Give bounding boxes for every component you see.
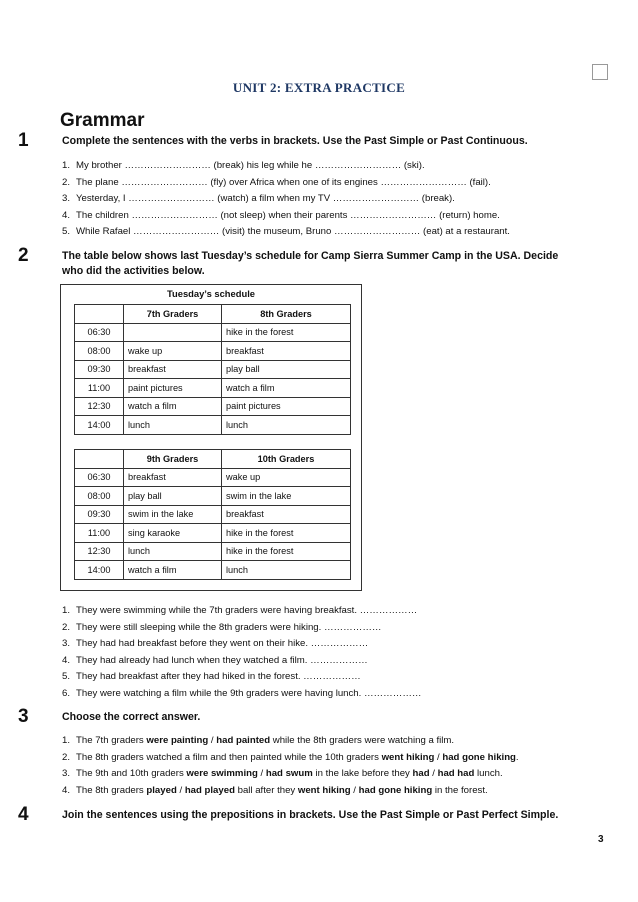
option-b[interactable]: had painted [216, 735, 271, 746]
header-cell: 8th Graders [222, 305, 351, 324]
list-item: 5. While Rafael ……………………… (visit) the museum, Bruno ……………………… (eat) at a restaurant. [62, 226, 510, 237]
header-cell: 9th Graders [124, 450, 222, 469]
table-row: 11:00 paint pictures watch a film [75, 379, 351, 398]
exercise-1-items [62, 158, 510, 241]
exercise-instruction: Complete the sentences with the verbs in brackets. Use the Past Simple or Past Continuous. [62, 135, 528, 147]
exercise-2-items [62, 603, 422, 702]
exercise-number: 1 [18, 130, 29, 151]
table-row: 12:30 lunch hike in the forest [75, 542, 351, 561]
exercise-instruction: Join the sentences using the prepositions in brackets. Use the Past Simple or Past Perfect Simple. [62, 809, 559, 821]
section-heading: Grammar [60, 110, 145, 131]
table-row: 11:00 sing karaoke hike in the forest [75, 524, 351, 543]
option-a[interactable]: were swimming [186, 768, 258, 779]
list-item: 1. They were swimming while the 7th graders were having breakfast. ……………… [62, 605, 418, 616]
table-row: 06:30 breakfast wake up [75, 468, 351, 487]
table-row: 09:30 breakfast play ball [75, 360, 351, 379]
list-item: 4. They had already had lunch when they watched a film. ……………… [62, 654, 368, 666]
header-cell [75, 450, 124, 469]
header-cell: 7th Graders [124, 305, 222, 324]
list-item: 1. My brother ……………………… (break) his leg while he ……………………… (ski). [62, 160, 425, 171]
table-header-row [75, 305, 351, 324]
exercise-number: 2 [18, 245, 29, 266]
table-row: 14:00 watch a film lunch [75, 561, 351, 580]
header-cell: 10th Graders [222, 450, 351, 469]
option-a[interactable]: went hiking [381, 751, 435, 763]
list-item: 5. They had breakfast after they had hiked in the forest. ……………… [62, 671, 361, 682]
exercise-number: 3 [18, 706, 29, 727]
list-item: 4. The 8th graders played / had played ball after they went hiking / had gone hiking in the forest. [62, 784, 488, 796]
table-row: 06:30 hike in the forest [75, 323, 351, 342]
list-item: 4. The children ……………………… (not sleep) when their parents ……………………… (return) home. [62, 209, 500, 221]
table-row: 08:00 wake up breakfast [75, 342, 351, 361]
table-row: 12:30 watch a film paint pictures [75, 397, 351, 416]
option-c[interactable]: went hiking [297, 784, 351, 796]
page-number: 3 [598, 834, 604, 845]
exercise-3-items [62, 733, 519, 799]
list-item: 2. The plane ……………………… (fly) over Africa when one of its engines ……………………… (fail). [62, 176, 491, 188]
corner-checkbox [592, 64, 608, 80]
exercise-instruction: Choose the correct answer. [62, 711, 201, 723]
header-cell [75, 305, 124, 324]
exercise-instruction: The table below shows last Tuesday’s schedule for Camp Sierra Summer Camp in the USA. Decide who did the activities below. [62, 250, 559, 277]
option-a[interactable]: were painting [146, 735, 209, 746]
list-item: 3. Yesterday, I ……………………… (watch) a film when my TV ……………………… (break). [62, 193, 455, 204]
option-d[interactable]: had gone hiking [358, 784, 433, 796]
schedule-title: Tuesday’s schedule [166, 288, 256, 299]
list-item: 6. They were watching a film while the 9th graders were having lunch. ……………… [62, 687, 422, 699]
schedule-table-7-8 [74, 304, 351, 435]
table-row: 08:00 play ball swim in the lake [75, 487, 351, 506]
option-a[interactable]: played [146, 784, 177, 796]
table-row: 09:30 swim in the lake breakfast [75, 505, 351, 524]
option-d[interactable]: had had [437, 768, 475, 779]
list-item: 2. They were still sleeping while the 8th graders were hiking. ……………… [62, 621, 382, 633]
list-item: 1. The 7th graders were painting / had painted while the 8th graders were watching a film. [62, 735, 455, 746]
list-item: 2. The 8th graders watched a film and then painted while the 10th graders went hiking / had gone hiking. [62, 751, 519, 763]
option-c[interactable]: had [412, 768, 430, 779]
exercise-number: 4 [18, 804, 29, 825]
option-b[interactable]: had swum [265, 768, 313, 779]
table-row: 14:00 lunch lunch [75, 416, 351, 435]
list-item: 3. The 9th and 10th graders were swimming / had swum in the lake before they had / had had lunch. [62, 768, 503, 779]
option-b[interactable]: had gone hiking [442, 751, 516, 763]
list-item: 3. They had had breakfast before they went on their hike. ……………… [62, 638, 369, 649]
table-header-row [75, 450, 351, 469]
schedule-table-9-10 [74, 449, 351, 580]
unit-title: UNIT 2: EXTRA PRACTICE [232, 80, 406, 95]
option-b[interactable]: had played [184, 784, 235, 796]
